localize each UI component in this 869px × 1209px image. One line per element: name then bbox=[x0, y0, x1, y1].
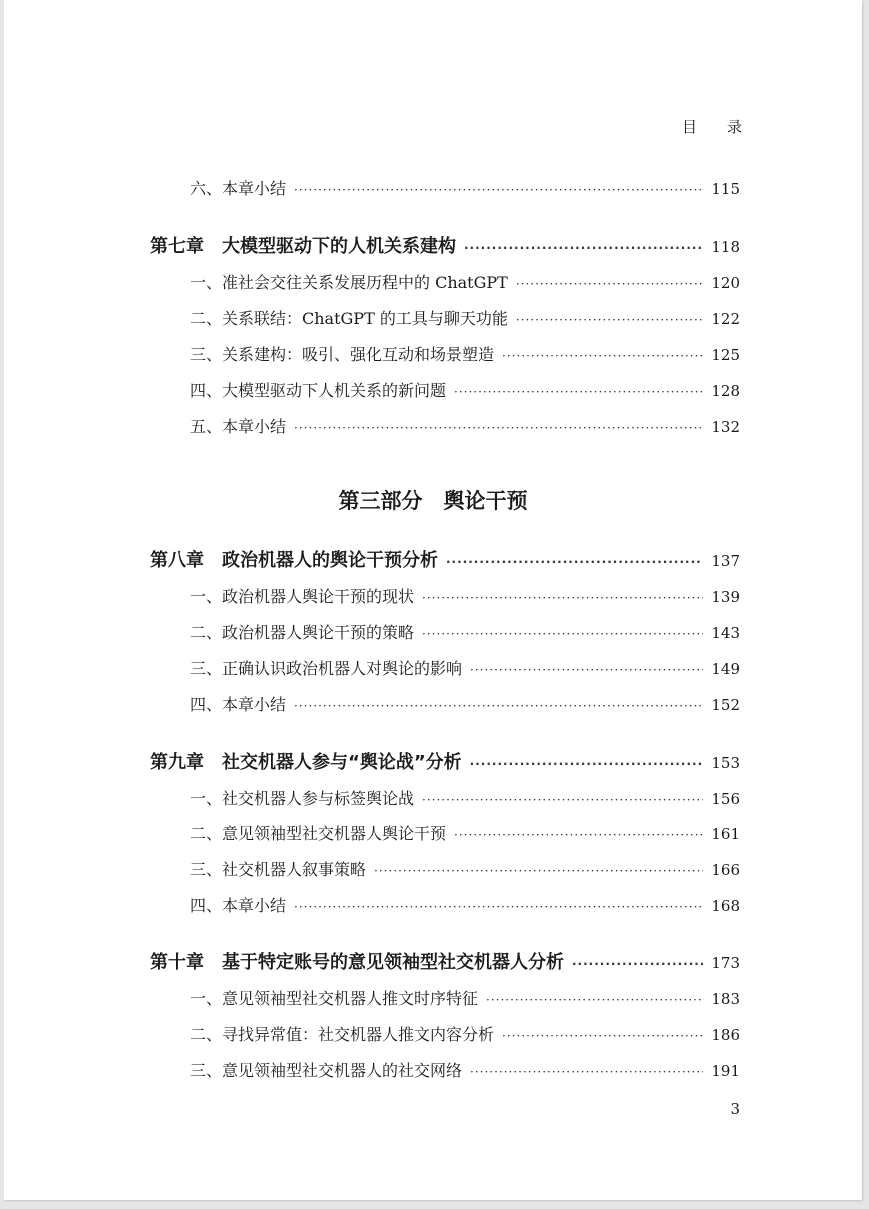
leader-dots bbox=[294, 699, 703, 713]
toc-entry-label: 六、本章小结 bbox=[190, 179, 287, 198]
toc-entry-page: 191 bbox=[711, 1062, 740, 1080]
document-page bbox=[4, 0, 862, 1200]
toc-entry-label: 三、意见领袖型社交机器人的社交网络 bbox=[190, 1061, 463, 1080]
toc-entry[interactable] bbox=[4, 786, 862, 809]
toc-entry-page: 132 bbox=[711, 418, 740, 436]
toc-entry[interactable] bbox=[4, 893, 862, 916]
toc-entry[interactable] bbox=[4, 1058, 862, 1081]
toc-entry-page: 143 bbox=[711, 624, 740, 642]
toc-entry[interactable] bbox=[4, 986, 862, 1009]
leader-dots bbox=[486, 993, 703, 1007]
toc-entry[interactable] bbox=[4, 692, 862, 715]
toc-chapter-label: 第七章 大模型驱动下的人机关系建构 bbox=[150, 236, 456, 257]
leader-dots bbox=[446, 555, 703, 569]
leader-dots bbox=[470, 1065, 703, 1079]
toc-chapter-label: 第八章 政治机器人的舆论干预分析 bbox=[150, 550, 438, 571]
leader-dots bbox=[422, 591, 703, 605]
leader-dots bbox=[516, 277, 704, 291]
toc-entry[interactable] bbox=[4, 620, 862, 643]
toc-entry[interactable] bbox=[4, 378, 862, 401]
toc-chapter[interactable] bbox=[4, 232, 862, 258]
toc-entry-label: 一、政治机器人舆论干预的现状 bbox=[190, 587, 415, 606]
toc-chapter-page: 153 bbox=[711, 754, 740, 772]
leader-dots bbox=[502, 349, 703, 363]
toc-entry-page: 122 bbox=[711, 310, 740, 328]
toc-entry-page: 186 bbox=[711, 1026, 740, 1044]
page-number: 3 bbox=[730, 1100, 740, 1118]
toc-entry[interactable] bbox=[4, 857, 862, 880]
toc-entry[interactable] bbox=[4, 414, 862, 437]
toc-entry[interactable] bbox=[4, 342, 862, 365]
leader-dots bbox=[502, 1029, 703, 1043]
toc-entry-page: 128 bbox=[711, 382, 740, 400]
toc-entry-label: 四、本章小结 bbox=[190, 896, 287, 915]
leader-dots bbox=[374, 864, 703, 878]
toc-chapter-page: 118 bbox=[711, 238, 740, 256]
toc-entry[interactable] bbox=[4, 821, 862, 844]
toc-entry-page: 156 bbox=[711, 790, 740, 808]
leader-dots bbox=[422, 793, 703, 807]
toc-entry-label: 二、政治机器人舆论干预的策略 bbox=[190, 623, 415, 642]
toc-entry-label: 三、正确认识政治机器人对舆论的影响 bbox=[190, 659, 463, 678]
leader-dots bbox=[470, 663, 703, 677]
leader-dots bbox=[454, 385, 703, 399]
leader-dots bbox=[454, 828, 703, 842]
toc-chapter-page: 137 bbox=[711, 552, 740, 570]
toc-entry-page: 168 bbox=[711, 897, 740, 915]
toc-entry-page: 120 bbox=[711, 274, 740, 292]
toc-entry-page: 149 bbox=[711, 660, 740, 678]
toc-chapter-page: 173 bbox=[711, 954, 740, 972]
toc-entry[interactable] bbox=[4, 1022, 862, 1045]
toc-entry-page: 166 bbox=[711, 861, 740, 879]
leader-dots bbox=[464, 241, 703, 255]
toc-entry-label: 二、意见领袖型社交机器人舆论干预 bbox=[190, 824, 447, 843]
toc-chapter[interactable] bbox=[4, 546, 862, 572]
leader-dots bbox=[294, 183, 703, 197]
toc-entry-label: 一、意见领袖型社交机器人推文时序特征 bbox=[190, 989, 479, 1008]
running-header: 目 录 bbox=[681, 118, 742, 136]
toc-entry-page: 125 bbox=[711, 346, 740, 364]
toc-entry-page: 183 bbox=[711, 990, 740, 1008]
part-title: 第三部分 舆论干预 bbox=[338, 489, 528, 513]
toc-entry-label: 三、社交机器人叙事策略 bbox=[190, 860, 367, 879]
toc-entry[interactable] bbox=[4, 584, 862, 607]
toc-chapter-label: 第十章 基于特定账号的意见领袖型社交机器人分析 bbox=[150, 952, 564, 973]
toc-chapter[interactable] bbox=[4, 748, 862, 774]
toc-entry-label: 三、关系建构：吸引、强化互动和场景塑造 bbox=[190, 345, 495, 364]
toc-entry-label: 二、寻找异常值：社交机器人推文内容分析 bbox=[190, 1025, 495, 1044]
toc-chapter[interactable] bbox=[4, 948, 862, 974]
toc-entry-label: 一、准社会交往关系发展历程中的 ChatGPT bbox=[190, 273, 508, 292]
leader-dots bbox=[294, 900, 703, 914]
toc-entry-label: 四、本章小结 bbox=[190, 695, 287, 714]
leader-dots bbox=[294, 421, 703, 435]
toc-entry-page: 152 bbox=[711, 696, 740, 714]
toc-entry-label: 四、大模型驱动下人机关系的新问题 bbox=[190, 381, 447, 400]
toc-entry-label: 二、关系联结：ChatGPT 的工具与聊天功能 bbox=[190, 309, 508, 328]
toc-entry-page: 161 bbox=[711, 825, 740, 843]
toc-entry[interactable] bbox=[4, 306, 862, 329]
toc-entry[interactable] bbox=[4, 656, 862, 679]
leader-dots bbox=[470, 757, 704, 771]
toc-entry[interactable] bbox=[4, 176, 862, 199]
leader-dots bbox=[516, 313, 704, 327]
toc-entry[interactable] bbox=[4, 270, 862, 293]
toc-entry-page: 115 bbox=[711, 180, 740, 198]
toc-chapter-label: 第九章 社交机器人参与“舆论战”分析 bbox=[150, 752, 462, 773]
leader-dots bbox=[422, 627, 703, 641]
leader-dots bbox=[572, 957, 703, 971]
toc-entry-page: 139 bbox=[711, 588, 740, 606]
toc-entry-label: 五、本章小结 bbox=[190, 417, 287, 436]
toc-entry-label: 一、社交机器人参与标签舆论战 bbox=[190, 789, 415, 808]
